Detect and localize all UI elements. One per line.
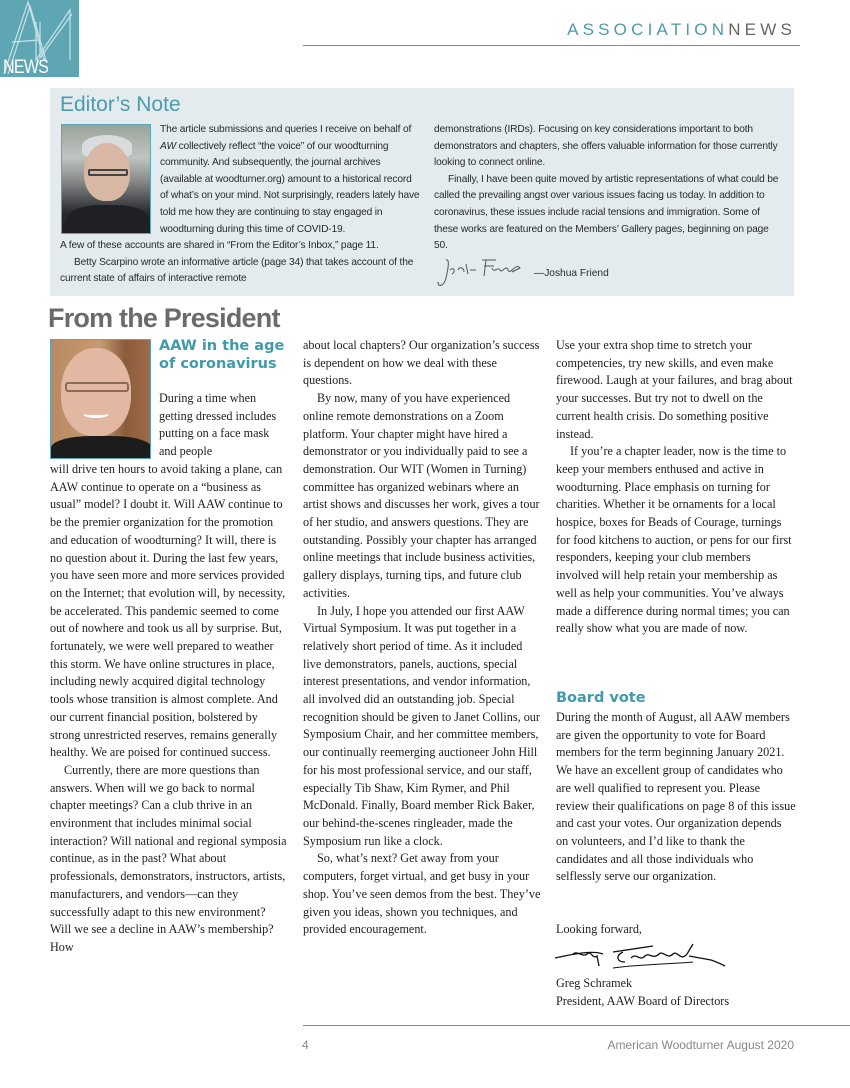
- president-para5-cont: Use your extra shop time to stretch your competencies, try new skills, and even make firewood. Laugh at your failures, and brag about your successes. But try not to dwell on the current health crisis. Do something positive instead.: [556, 338, 793, 441]
- president-section-title: From the President: [48, 303, 280, 333]
- president-para2-cont: about local chapters? Our organization’s success is dependent on how we deal with these questions.: [303, 338, 540, 388]
- president-para2: Currently, there are more questions than answers. When will we go back to normal chapter meetings? Can a club thrive in an environment that includes minimal social interaction? Will national and regional symposia continue, as in the past? What about professionals, demonstrators, instructors, artists, manufacturers, and vendors—can they successfully adapt to this new environment? Will we see a decline in AAW’s membership? How: [50, 762, 287, 954]
- editors-note-para2-cont: demonstrations (IRDs). Focusing on key considerations important to both demonstrators and chapters, she offers valuable information for those currently looking to connect online.: [434, 124, 778, 169]
- president-para6: If you’re a chapter leader, now is the time to keep your members enthused and active in woodturning. Place emphasis on turning for charities. Whether it be ornaments for a local hospice, boxes for Beads of Courage, turnings for food kitchens to auction, or pens for our first responders, keeping your club members involved will help retain your membership as well as help your communities. You’ve always made a difference during normal times; you can really show what you are made of now.: [556, 444, 792, 636]
- board-vote-text: During the month of August, all AAW members are given the opportunity to vote for Board members for the term beginning January 2021. We have an excellent group of candidates who are well qualified to represent you. Please review their qualifications on page 8 of this issue and cast your votes. Our organization depends on volunteers, and I’d like to thank the candidates and all those individuals who selflessly serve our organization.: [556, 710, 796, 884]
- president-column-2: [303, 337, 543, 939]
- section-title: [567, 20, 796, 40]
- editors-note-title: Editor’s Note: [60, 93, 181, 116]
- closing-text: Looking forward,: [556, 922, 642, 936]
- editors-note-col2: [434, 122, 784, 255]
- signer-name: Greg Schramek: [556, 976, 633, 990]
- president-text: During a time when getting dressed includes putting on a face mask and people: [159, 391, 277, 459]
- president-photo: [50, 339, 151, 459]
- editor-photo: [61, 124, 151, 234]
- section-title-news: NEWS: [728, 20, 796, 39]
- editors-note-box: [50, 88, 794, 296]
- page-number: 4: [302, 1038, 309, 1052]
- editor-signature-name: —Joshua Friend: [534, 267, 609, 279]
- footer-divider: [303, 1025, 850, 1026]
- board-vote-section: [556, 709, 796, 886]
- president-signature-icon: [553, 942, 733, 972]
- president-column-3: [556, 337, 796, 638]
- president-para1: will drive ten hours to avoid taking a plane, can AAW continue to operate on a “business as usual” model? I doubt it. Will AAW continue to be the premier organization for the promotion and education of woodturning? It will, there is no question about it. During the last few years, you have seen more and more services provided on the Internet; that evolution will, by necessity, be accelerated. This pandemic seemed to come out of nowhere and took us all by surprise. But, fortunately, we were well prepared to weather this storm. We have online structures in place, including newly acquired digital technology tools whose transition is almost complete. And our current financial position, bolstered by strong unrestricted reserves, remains generally healthy. We are poised for continued success.: [50, 462, 286, 760]
- president-column-1: [50, 461, 288, 957]
- president-para5: So, what’s next? Get away from your computers, forget virtual, and get busy in your shop. You’ve seen demos from the best. They’ve given you ideas, shown you techniques, and provided encouragement.: [303, 851, 541, 937]
- publication-footer: American Woodturner August 2020: [607, 1038, 794, 1052]
- editors-note-para2: Betty Scarpino wrote an informative article (page 34) that takes account of the current state of affairs of interactive remote: [60, 256, 414, 285]
- section-title-association: ASSOCIATION: [567, 20, 729, 39]
- editor-signature-icon: [436, 256, 524, 290]
- president-para4: In July, I hope you attended our first AAW Virtual Symposium. It was put together in a relatively short period of time. As it included live demonstrators, panels, auctions, special interest presentations, and vendor information, all involved did an outstanding job. Special recognition should be given to Janet Collins, our Symposium Chair, and her committee members, our continually reemerging auctioneer John Hill for his most professional service, and our staff, especially Tib Shaw, Kim Rymer, and Phil McDonald. Finally, Board member Rick Baker, our behind-the-scenes ringleader, made the Symposium run like a clock.: [303, 603, 540, 848]
- editors-note-italic-aw: AW: [160, 140, 176, 152]
- article-title: AAW in the age of coronavirus: [159, 338, 285, 372]
- president-para1-wrap: [159, 390, 284, 461]
- editors-note-para3: Finally, I have been quite moved by artistic representations of what could be called the prevailing angst over various issues facing us today. In addition to coronavirus, these issues include racial tensions and immigration. Some of these works are featured on the Members’ Gallery pages, beginning on page 50.: [434, 173, 779, 252]
- signer-block: [556, 975, 816, 1010]
- editors-note-text: collectively reflect “the voice” of our woodturning community. And subsequently, the journal archives (available at woodturner.org) amount to a historical record of what’s on your mind. Not surprisingly, readers lately have told me how they are continuing to stay engaged in woodturning during this time of COVID-19.: [160, 140, 420, 235]
- editors-note-para1-wrap: [160, 122, 422, 238]
- association-news-logo: [0, 0, 79, 77]
- president-para3: By now, many of you have experienced online remote demonstrations on a Zoom platform. Your chapter might have hired a demonstrator or you individually paid to see a demonstration. Our WIT (Women in Turning) committee has organized webinars where an artist shows and discusses her work, gives a tour of her studio, and answers questions. They are outstanding. Possibly your chapter has arranged online meetings that include business activities, gallery displays, turning tips, and future club activities.: [303, 391, 540, 600]
- header-divider: [303, 45, 800, 46]
- closing: [556, 921, 796, 939]
- editor-signature-block: [436, 256, 609, 290]
- editors-note-text: The article submissions and queries I receive on behalf of: [160, 124, 412, 135]
- president-signature: [553, 942, 733, 977]
- editors-note-col1-bottom: [60, 238, 422, 288]
- signer-title: President, AAW Board of Directors: [556, 993, 730, 1008]
- board-vote-title: Board vote: [556, 690, 646, 706]
- editors-note-para1-end: A few of these accounts are shared in “From the Editor’s Inbox,” page 11.: [60, 240, 379, 251]
- logo-news-text: NEWS: [3, 57, 49, 77]
